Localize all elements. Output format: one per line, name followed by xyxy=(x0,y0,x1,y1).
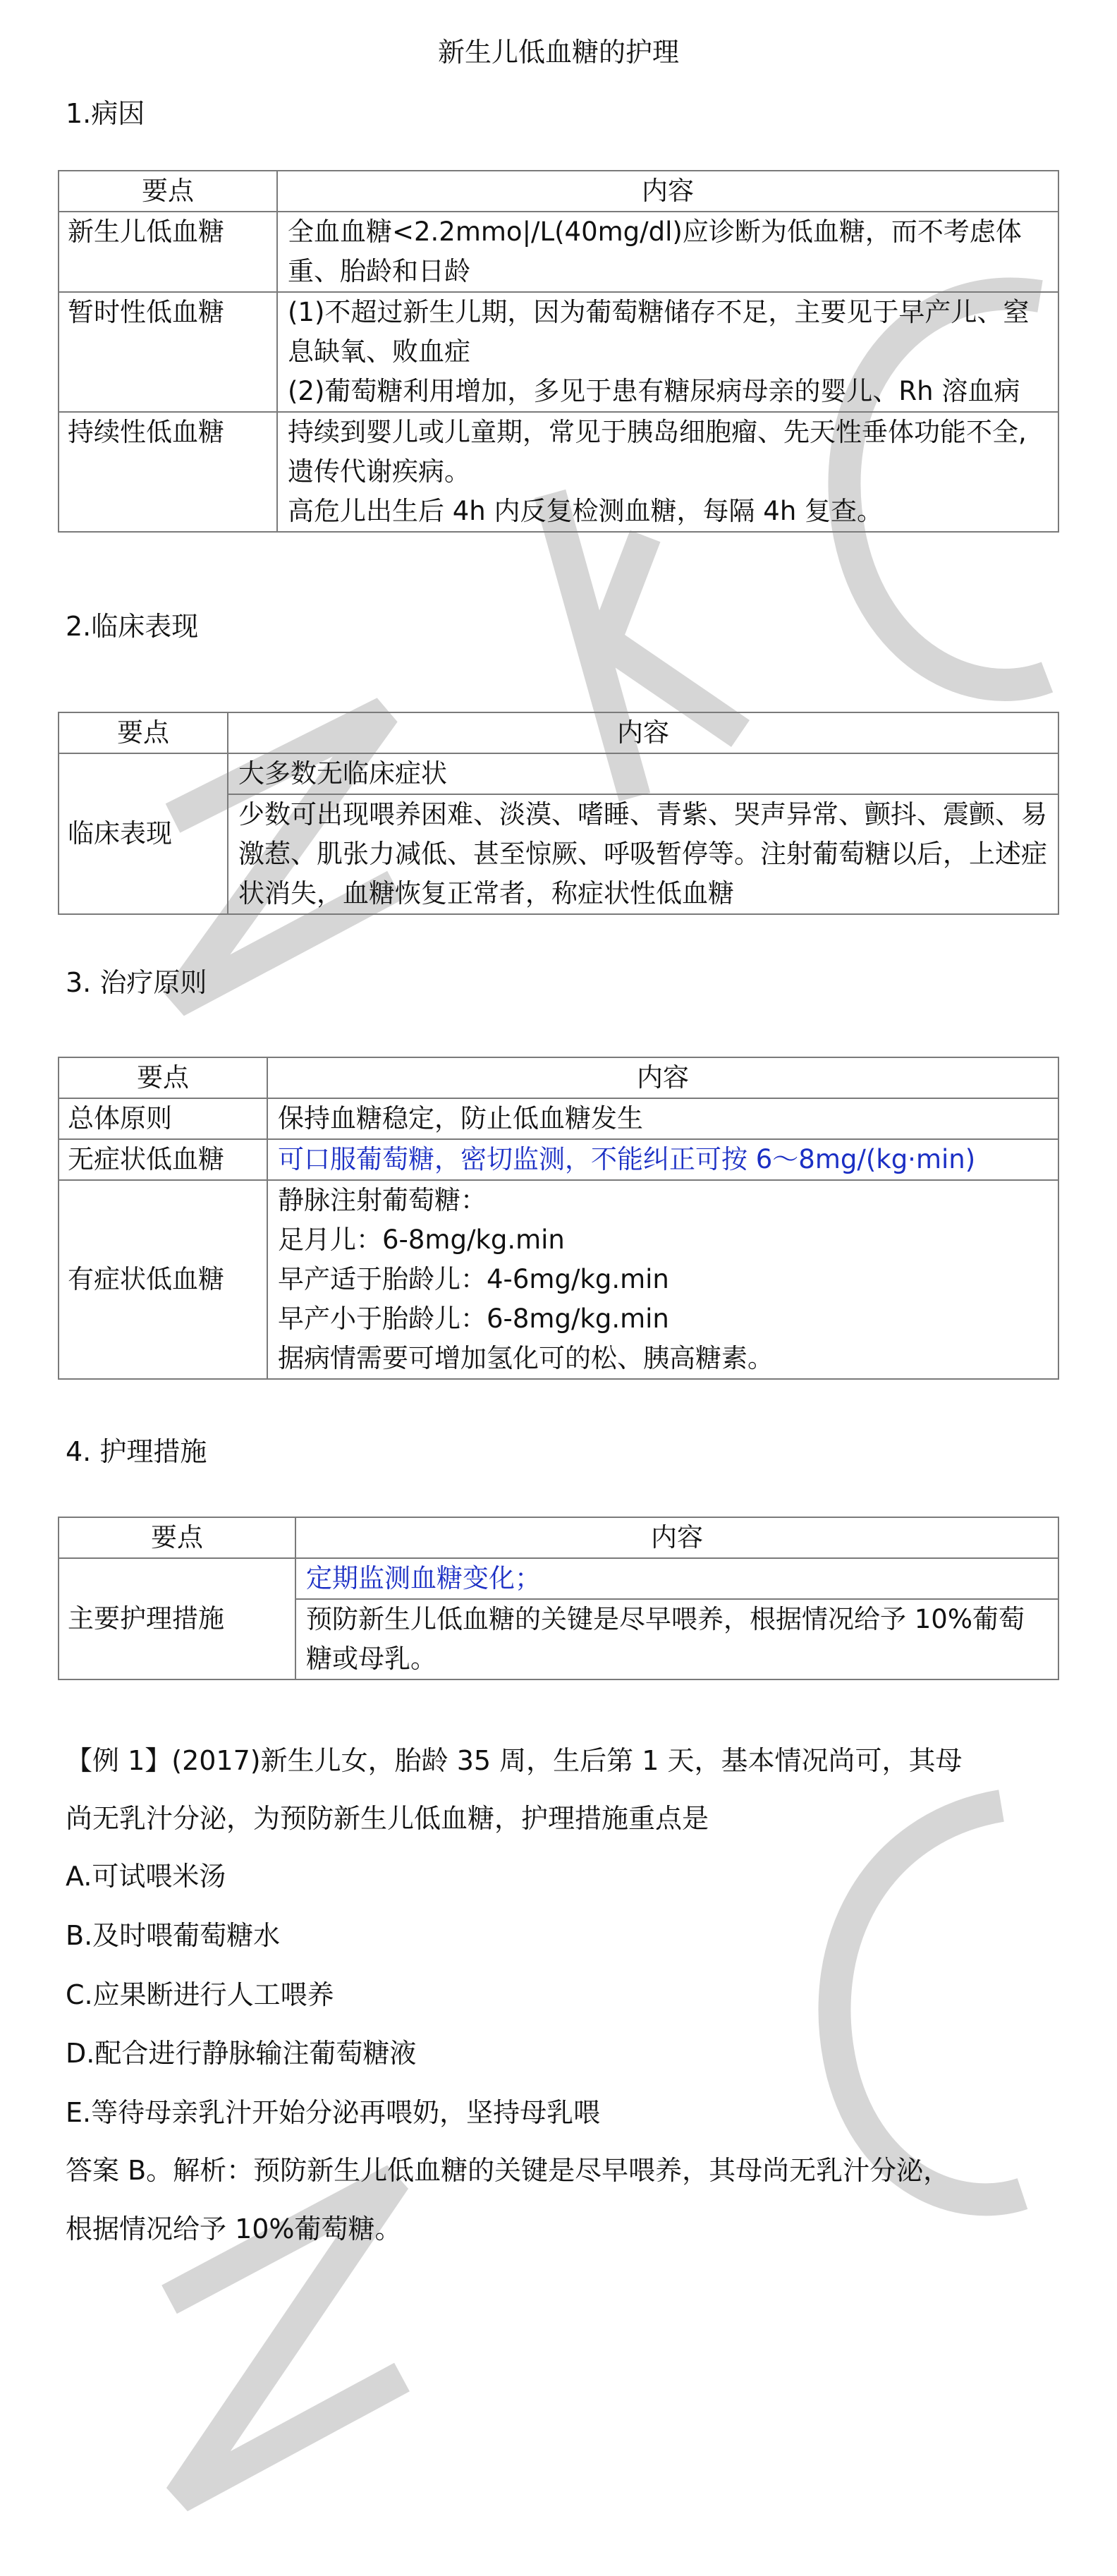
page-title: 新生儿低血糖的护理 xyxy=(437,37,679,68)
section-heading-nursing: 4. 护理措施 xyxy=(66,1436,207,1467)
table-row xyxy=(59,1139,1058,1180)
column-header-content: 内容 xyxy=(277,171,1058,212)
content-line: 全血血糖<2.2mmo|/L(40mg/dl)应诊断为低血糖，而不考虑体重、胎龄和日龄 xyxy=(288,217,1022,286)
table-header-row xyxy=(59,712,1058,753)
row-content-highlight: 定期监测血糖变化； xyxy=(295,1558,1058,1599)
table-row xyxy=(59,212,1058,292)
table-header-row xyxy=(59,171,1058,212)
table-row xyxy=(59,1180,1058,1379)
section-heading-treatment: 3. 治疗原则 xyxy=(66,967,207,998)
table-header-row xyxy=(59,1057,1058,1098)
table-header-row xyxy=(59,1517,1058,1558)
option-b: B.及时喂葡萄糖水 xyxy=(66,1920,281,1951)
column-header-content: 内容 xyxy=(267,1057,1058,1098)
row-content: 保持血糖稳定，防止低血糖发生 xyxy=(267,1098,1058,1139)
question-text: 【例 1】(2017)新生儿女，胎龄 35 周，生后第 1 天，基本情况尚可，其母 xyxy=(66,1745,963,1776)
table-row xyxy=(59,412,1058,532)
content-line: 高危儿出生后 4h 内反复检测血糖，每隔 4h 复查。 xyxy=(288,496,884,526)
option-e: E.等待母亲乳汁开始分泌再喂奶，坚持母乳喂 xyxy=(66,2097,601,2128)
content-line: 持续到婴儿或儿童期，常见于胰岛细胞瘤、先天性垂体功能不全,遗传代谢疾病。 xyxy=(288,417,1027,487)
content-line: 早产适于胎龄儿：4-6mg/kg.min xyxy=(278,1264,669,1294)
row-key: 新生儿低血糖 xyxy=(59,212,277,292)
row-content xyxy=(267,1180,1058,1379)
row-content-highlight: 可口服葡萄糖，密切监测，不能纠正可按 6～8mg/(kg·min) xyxy=(267,1139,1058,1180)
table-row xyxy=(59,753,1058,794)
nursing-table xyxy=(58,1517,1059,1680)
row-key: 总体原则 xyxy=(59,1098,267,1139)
row-content xyxy=(277,212,1058,292)
table-row xyxy=(59,1098,1058,1139)
row-content: 预防新生儿低血糖的关键是尽早喂养，根据情况给予 10%葡萄糖或母乳。 xyxy=(295,1599,1058,1679)
column-header-key: 要点 xyxy=(59,1057,267,1098)
row-content xyxy=(277,292,1058,412)
treatment-table xyxy=(58,1057,1059,1380)
option-a: A.可试喂米汤 xyxy=(66,1861,226,1892)
section-heading-causes: 1.病因 xyxy=(66,98,145,129)
column-header-key: 要点 xyxy=(59,712,228,753)
content-line: 足月儿：6-8mg/kg.min xyxy=(278,1225,565,1255)
content-line: 早产小于胎龄儿：6-8mg/kg.min xyxy=(278,1304,669,1334)
table-row xyxy=(59,1558,1058,1599)
content-line: (1)不超过新生儿期，因为葡萄糖储存不足，主要见于早产儿、窒息缺氧、败血症 xyxy=(288,297,1030,367)
question-text: 尚无乳汁分泌，为预防新生儿低血糖，护理措施重点是 xyxy=(66,1803,709,1834)
row-key: 持续性低血糖 xyxy=(59,412,277,532)
content-line: (2)葡萄糖利用增加，多见于患有糖尿病母亲的婴儿、Rh 溶血病 xyxy=(288,376,1020,406)
answer-text: 根据情况给予 10%葡萄糖。 xyxy=(66,2213,402,2244)
column-header-key: 要点 xyxy=(59,171,277,212)
column-header-content: 内容 xyxy=(295,1517,1058,1558)
row-key: 暂时性低血糖 xyxy=(59,292,277,412)
row-key: 有症状低血糖 xyxy=(59,1180,267,1379)
row-key: 无症状低血糖 xyxy=(59,1139,267,1180)
row-key: 临床表现 xyxy=(59,753,228,914)
option-d: D.配合进行静脉输注葡萄糖液 xyxy=(66,2038,417,2069)
content-line: 据病情需要可增加氢化可的松、胰高糖素。 xyxy=(278,1343,774,1373)
clinical-table xyxy=(58,712,1059,915)
row-key: 主要护理措施 xyxy=(59,1558,295,1679)
content-line: 静脉注射葡萄糖： xyxy=(278,1185,487,1215)
table-row xyxy=(59,292,1058,412)
column-header-content: 内容 xyxy=(228,712,1058,753)
answer-text: 答案 B。解析：预防新生儿低血糖的关键是尽早喂养，其母尚无乳汁分泌， xyxy=(66,2155,951,2186)
row-content: 少数可出现喂养困难、淡漠、嗜睡、青紫、哭声异常、颤抖、震颤、易激惹、肌张力减低、甚至惊厥、呼吸暂停等。注射葡萄糖以后，上述症状消失，血糖恢复正常者，称症状性低血糖 xyxy=(228,794,1058,914)
section-heading-clinical: 2.临床表现 xyxy=(66,611,199,642)
column-header-key: 要点 xyxy=(59,1517,295,1558)
row-content: 大多数无临床症状 xyxy=(228,753,1058,794)
option-c: C.应果断进行人工喂养 xyxy=(66,1979,334,2010)
causes-table xyxy=(58,170,1059,533)
row-content xyxy=(277,412,1058,532)
